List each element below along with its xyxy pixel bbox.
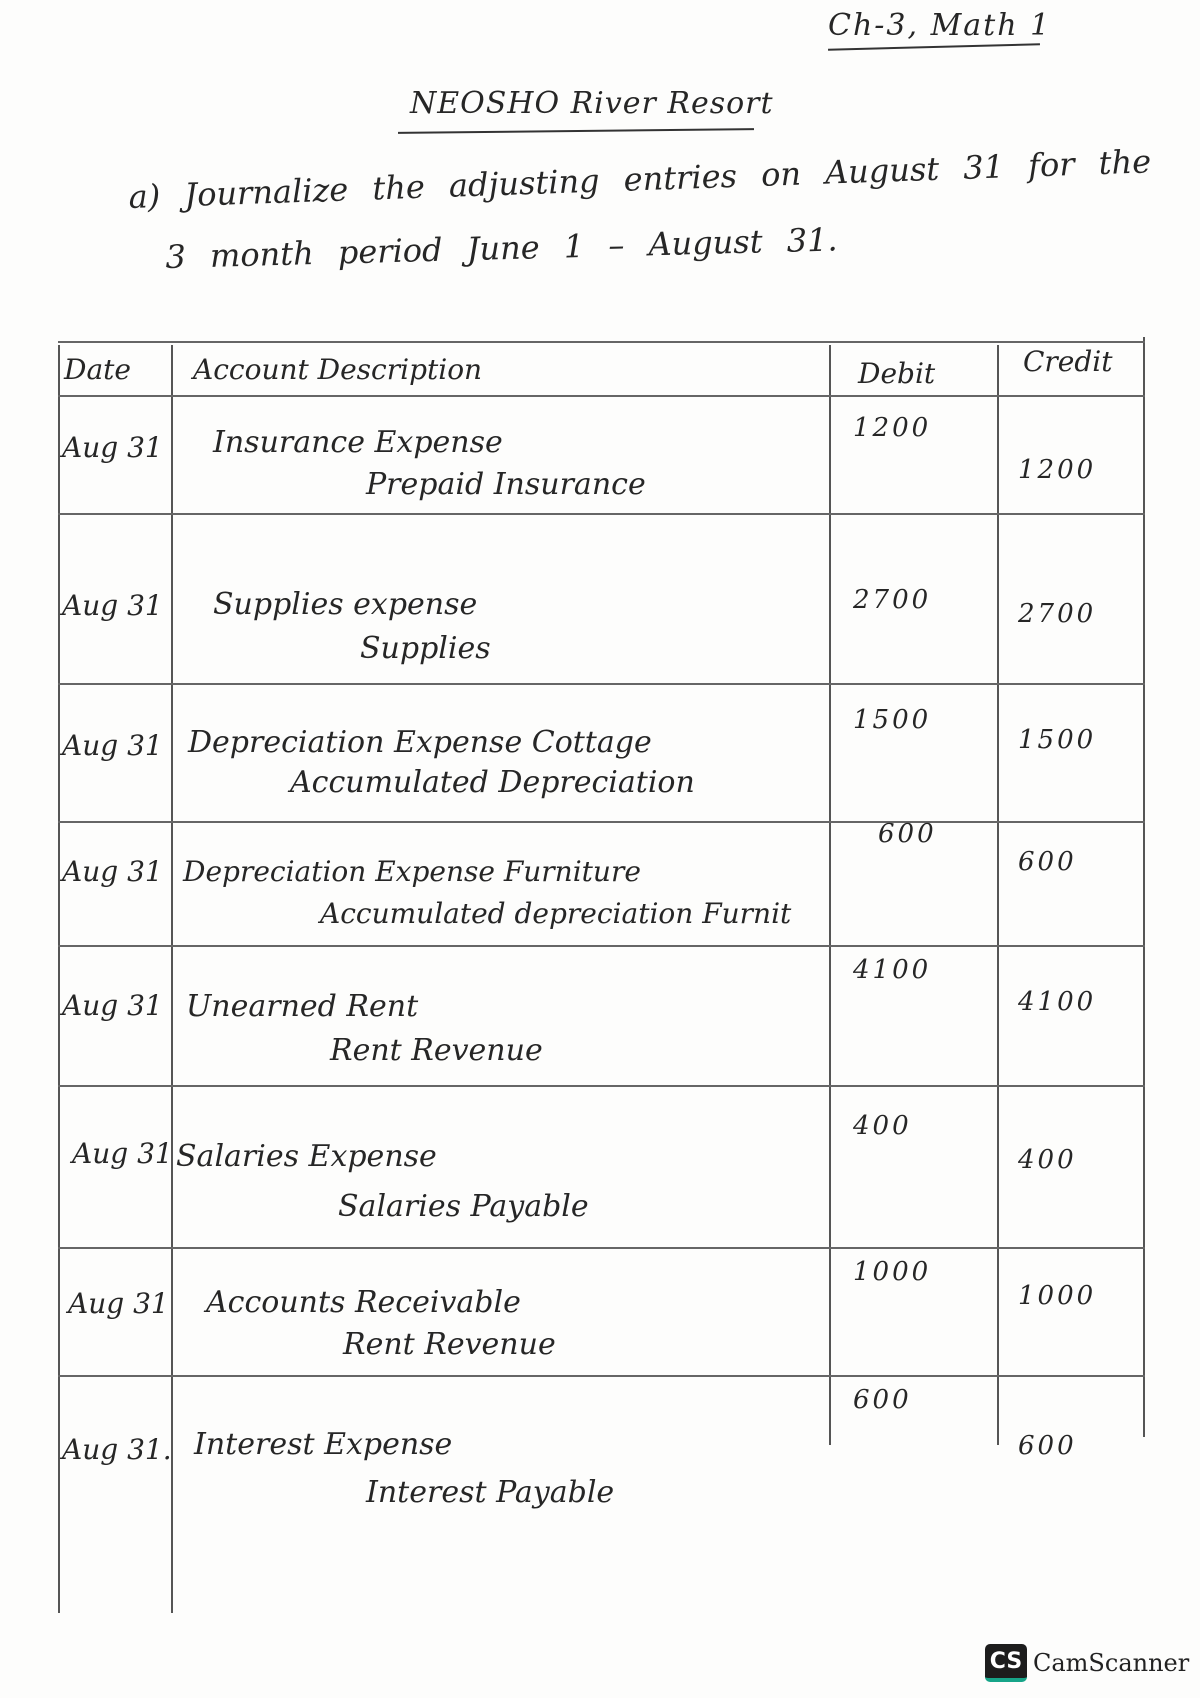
entry-date: Aug 31 [62, 431, 163, 464]
row-rule [58, 1375, 1145, 1377]
document-title: NEOSHO River Resort [410, 86, 774, 121]
entry-date: Aug 31 [62, 855, 163, 888]
debit-column-divider [997, 345, 999, 1445]
debit-amount: 600 [878, 819, 937, 849]
entry-date: Aug 31 [72, 1137, 173, 1170]
title-underline [398, 128, 754, 134]
debit-amount: 1200 [853, 413, 932, 443]
credit-account: Interest Payable [366, 1475, 615, 1510]
entry-date: Aug 31 [62, 989, 163, 1022]
header-description: Account Description [193, 353, 483, 386]
credit-account: Prepaid Insurance [366, 467, 646, 502]
credit-account: Accumulated Depreciation [290, 765, 695, 800]
debit-account: Unearned Rent [186, 989, 419, 1024]
debit-amount: 1500 [853, 705, 932, 735]
corner-note-underline [828, 43, 1040, 51]
camscanner-logo-icon: CS [985, 1644, 1027, 1682]
debit-account: Depreciation Expense Furniture [183, 855, 641, 888]
journal-table [58, 345, 1145, 1613]
credit-amount: 600 [1018, 847, 1077, 877]
debit-account: Salaries Expense [176, 1139, 437, 1174]
credit-account: Accumulated depreciation Furnit [320, 897, 792, 930]
credit-amount: 2700 [1018, 599, 1097, 629]
credit-amount: 1500 [1018, 725, 1097, 755]
row-rule [58, 821, 1145, 823]
entry-date: Aug 31 [62, 729, 163, 762]
camscanner-name: CamScanner [1033, 1649, 1190, 1677]
credit-amount: 1200 [1018, 455, 1097, 485]
credit-account: Salaries Payable [338, 1189, 589, 1224]
debit-amount: 600 [853, 1385, 912, 1415]
header-debit: Debit [858, 357, 936, 390]
description-column-divider [829, 345, 831, 1445]
row-rule [58, 1085, 1145, 1087]
header-credit: Credit [1023, 345, 1113, 378]
debit-account: Supplies expense [213, 587, 478, 622]
row-rule [58, 1247, 1145, 1249]
header-rule [58, 395, 1145, 397]
table-border-left [58, 345, 60, 1613]
row-rule [58, 945, 1145, 947]
row-rule [58, 683, 1145, 685]
debit-amount: 400 [853, 1111, 912, 1141]
date-column-divider [171, 345, 173, 1613]
table-border-right [1143, 337, 1145, 1437]
credit-amount: 600 [1018, 1431, 1077, 1461]
credit-account: Rent Revenue [330, 1033, 543, 1068]
debit-account: Accounts Receivable [206, 1285, 521, 1320]
corner-note: Ch-3, Math 1 [828, 8, 1052, 43]
row-rule [58, 513, 1145, 515]
debit-account: Interest Expense [194, 1427, 453, 1462]
entry-date: Aug 31 [68, 1287, 169, 1320]
debit-amount: 1000 [853, 1257, 932, 1287]
credit-account: Supplies [360, 631, 491, 666]
table-top-rule [58, 341, 1145, 343]
debit-account: Depreciation Expense Cottage [188, 725, 652, 760]
entry-date: Aug 31. [62, 1433, 172, 1466]
debit-amount: 4100 [853, 955, 932, 985]
header-date: Date [64, 353, 131, 386]
instruction-line-1: a) Journalize the adjusting entries on August 31 for the [128, 142, 1152, 216]
debit-account: Insurance Expense [213, 425, 503, 460]
instruction-line-2: 3 month period June 1 – August 31. [165, 220, 839, 276]
debit-amount: 2700 [853, 585, 932, 615]
camscanner-watermark [985, 1644, 1189, 1682]
credit-amount: 400 [1018, 1145, 1077, 1175]
entry-date: Aug 31 [62, 589, 163, 622]
credit-account: Rent Revenue [343, 1327, 556, 1362]
credit-amount: 1000 [1018, 1281, 1097, 1311]
credit-amount: 4100 [1018, 987, 1097, 1017]
